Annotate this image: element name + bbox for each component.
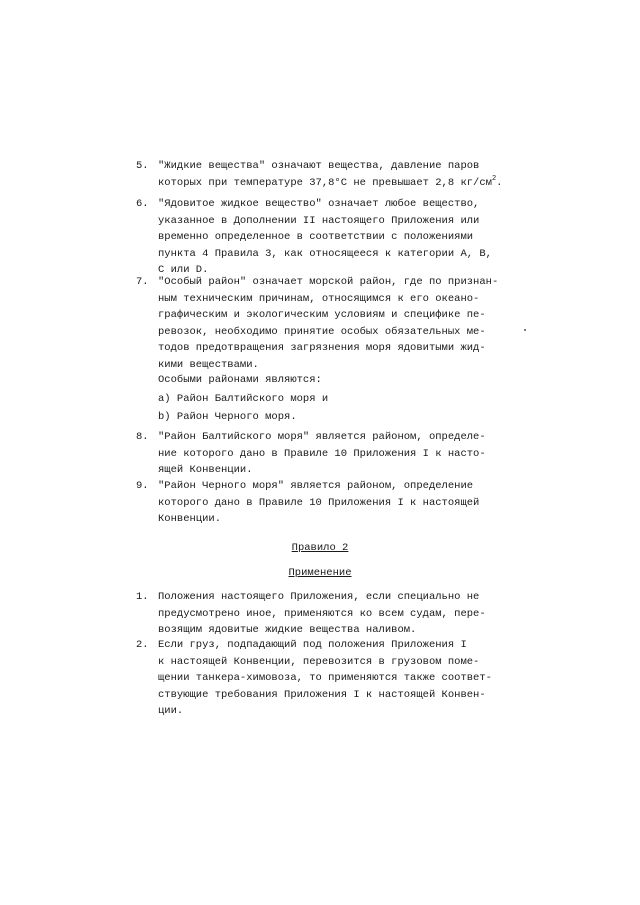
special-area-b: b) Район Черного моря. [158,411,297,423]
rule-item-number: 1. [136,591,149,603]
rule-item-text: Если груз, подпадающий под положения Приложения I к настоящей Конвенции, перевозится в грузовом поме- щении танкера-химовоза, то применяются также соответ- ствующие требования Приложения I к настоящей Конвен- ции. [158,639,492,717]
special-area-a: a) Район Балтийского моря и [158,393,329,405]
definition-7 [136,274,516,373]
special-areas-intro: Особыми районами являются: [158,374,322,386]
definition-9 [136,478,516,528]
rule-item-number: 2. [136,639,149,651]
definition-number: 6. [136,198,149,210]
definition-text: "Особый район" означает морской район, где по признан- ным техническим причинам, относящимся к его океано- графическим и экологическим условиям и специфике пе- ревозок, необходимо принятие особых обязательных ме- тодов предотвращения загрязнения моря ядовитыми жид- кими веществами. [158,276,499,371]
definition-number: 5. [136,160,149,172]
definition-5 [136,158,516,191]
definition-text: "Ядовитое жидкое вещество" означает любое вещество, указанное в Дополнении II настоящего Приложения или временно определенное в соответствии с положениями пункта 4 Правила 3, как относящееся к категории A, B, C или D. [158,198,492,276]
rule-item-1 [136,589,516,639]
rule-item-text: Положения настоящего Приложения, если специально не предусмотрено иное, применяются ко всем судам, пере- возящим ядовитые жидкие вещества наливом. [158,591,486,636]
rule-subtitle: Применение [288,567,352,579]
definition-number: 9. [136,480,149,492]
definition-number: 7. [136,276,149,288]
definition-6 [136,196,516,279]
rule-title: Правило 2 [291,542,349,554]
definition-number: 8. [136,431,149,443]
definition-text: "Жидкие вещества" означают вещества, давление паров которых при температуре 37,8°С не превышает 2,8 $кг/см^2$. [158,160,503,189]
stray-mark [524,329,526,331]
definition-text: "Район Балтийского моря" является районом, определе- ние которого дано в Правиле 10 Приложения I к насто- ящей Конвенции. [158,431,486,476]
rule-item-2 [136,637,516,720]
definition-8 [136,429,516,479]
definition-text: "Район Черного моря" является районом, определение которого дано в Правиле 10 Приложения I к настоящей Конвенции. [158,480,480,525]
